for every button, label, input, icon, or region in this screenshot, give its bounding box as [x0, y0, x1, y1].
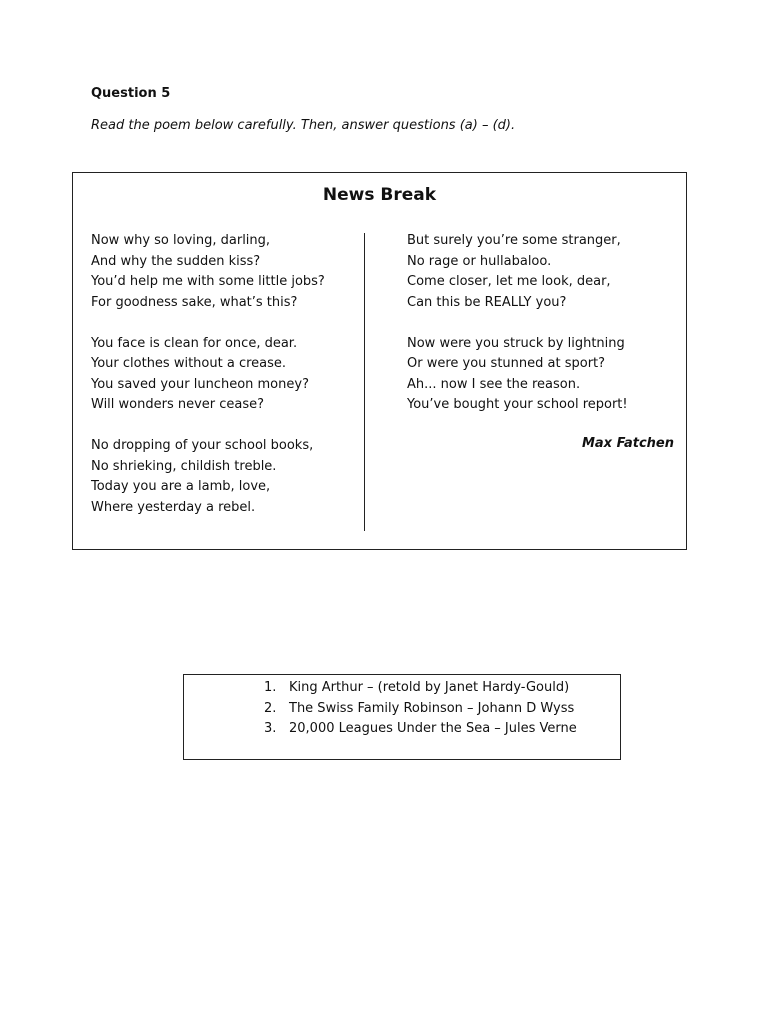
- stanza: [91, 436, 351, 518]
- poem-line: Or were you stunned at sport?: [407, 356, 606, 371]
- stanza: [91, 334, 351, 416]
- poem-line: Now why so loving, darling,: [91, 233, 271, 248]
- stanza: [407, 231, 677, 313]
- poem-line: Ah... now I see the reason.: [407, 376, 581, 392]
- stanza: [91, 231, 351, 313]
- poem-left-column: [91, 231, 351, 539]
- book-number: 1.: [264, 680, 277, 695]
- book-number: 2.: [264, 700, 277, 716]
- poem-line: You face is clean for once, dear.: [91, 335, 298, 351]
- poem-line: You’ve bought your school report!: [407, 397, 628, 412]
- poem-line: Come closer, let me look, dear,: [407, 274, 611, 289]
- poem-line: But surely you’re some stranger,: [407, 233, 621, 248]
- book-number: 3.: [264, 721, 277, 736]
- book-title: The Swiss Family Robinson – Johann D Wyss: [289, 700, 575, 716]
- poem-line: No shrieking, childish treble.: [91, 458, 277, 474]
- poem-line: Will wonders never cease?: [91, 397, 265, 412]
- poem-line: No rage or hullabaloo.: [407, 253, 552, 269]
- poem-author: Max Fatchen: [581, 436, 674, 451]
- column-divider: [364, 233, 365, 531]
- question-label: Question 5: [91, 86, 171, 101]
- poem-line: Can this be REALLY you?: [407, 294, 567, 310]
- poem-line: No dropping of your school books,: [91, 438, 314, 453]
- book-item: [184, 678, 620, 699]
- poem-title: News Break: [322, 185, 437, 205]
- book-title: 20,000 Leagues Under the Sea – Jules Verne: [289, 721, 577, 736]
- poem-line: Today you are a lamb, love,: [91, 479, 271, 494]
- poem-line: Now were you struck by lightning: [407, 335, 625, 351]
- poem-line: You’d help me with some little jobs?: [91, 274, 325, 289]
- book-title: King Arthur – (retold by Janet Hardy-Gould): [289, 680, 570, 695]
- poem-right-column: [407, 231, 677, 436]
- book-item: [184, 719, 620, 740]
- books-list: [184, 678, 620, 740]
- poem-line: Your clothes without a crease.: [91, 356, 287, 371]
- poem-box: [72, 172, 687, 550]
- stanza: [407, 334, 677, 416]
- books-box: [183, 674, 621, 760]
- poem-line: And why the sudden kiss?: [91, 253, 261, 269]
- instructions: Read the poem below carefully. Then, answer questions (a) – (d).: [91, 118, 516, 133]
- poem-line: You saved your luncheon money?: [91, 376, 309, 392]
- book-item: [184, 699, 620, 720]
- poem-line: Where yesterday a rebel.: [91, 499, 256, 515]
- poem-line: For goodness sake, what’s this?: [91, 294, 298, 310]
